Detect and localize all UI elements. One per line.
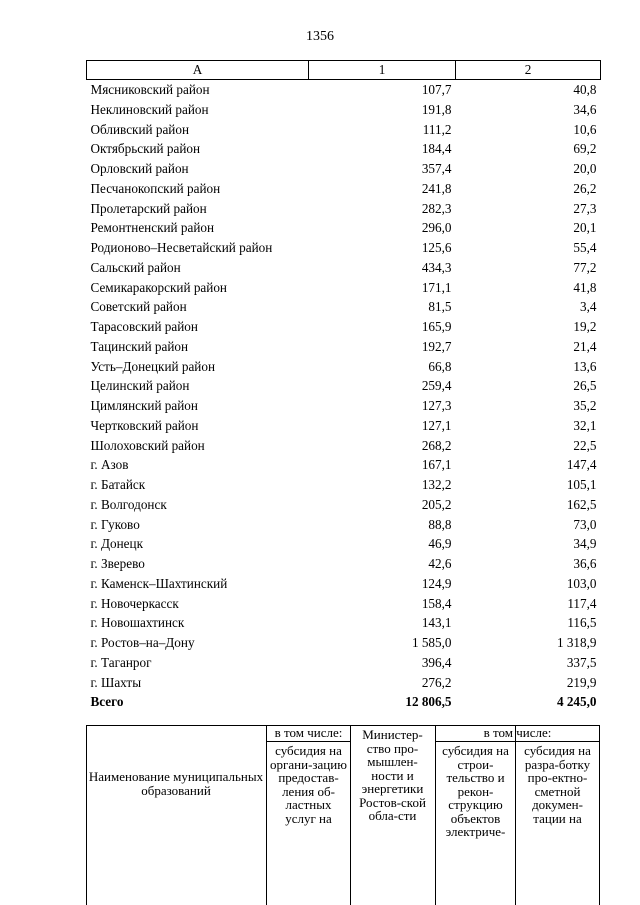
total-label: Всего — [90, 694, 124, 710]
table-row — [87, 495, 601, 515]
table-row — [87, 218, 601, 238]
row-value-1: 357,4 — [421, 161, 452, 176]
row-name: Октябрьский район — [90, 141, 201, 157]
table-row — [87, 376, 601, 396]
total-value-1: 12 806,5 — [405, 694, 452, 710]
row-value-1: 184,4 — [421, 141, 452, 157]
row-value-1: 125,6 — [421, 240, 452, 255]
table-row — [87, 515, 601, 535]
row-value-2: 13,6 — [573, 358, 597, 374]
row-value-2: 36,6 — [573, 556, 597, 571]
row-value-1: 132,2 — [421, 477, 452, 492]
row-value-1: 81,5 — [428, 299, 452, 315]
table-row — [87, 80, 601, 100]
row-name: Песчанокопский район — [90, 180, 221, 196]
row-value-2: 103,0 — [566, 575, 597, 591]
header-border-right — [599, 725, 600, 905]
row-value-1: 191,8 — [421, 101, 452, 117]
row-name: Орловский район — [90, 161, 189, 176]
row-value-2: 34,6 — [573, 101, 597, 117]
table-row — [87, 179, 601, 199]
row-name: г. Азов — [90, 457, 129, 473]
row-name: г. Донецк — [90, 536, 143, 552]
row-value-1: 171,1 — [421, 279, 452, 295]
row-value-2: 219,9 — [566, 674, 597, 690]
row-name: Тарасовский район — [90, 319, 198, 334]
row-value-2: 32,1 — [573, 417, 597, 433]
header-including-right: в том числе: — [483, 725, 552, 740]
row-value-2: 77,2 — [573, 259, 597, 275]
table-row — [87, 416, 601, 436]
row-name: г. Зверево — [90, 556, 145, 571]
row-value-1: 158,4 — [421, 595, 452, 611]
table-row — [87, 317, 601, 337]
row-name: Усть–Донецкий район — [90, 358, 216, 374]
header-border-3 — [435, 725, 436, 905]
header-subsidy-construction: субсидия на строи-тельство и рекон-струкцию объектов электриче- — [442, 743, 509, 839]
row-name: Тацинский район — [90, 338, 189, 354]
row-value-1: 107,7 — [421, 82, 452, 97]
row-name: Семикаракорский район — [90, 279, 227, 295]
header-municipal-names: Наименование муниципальных образований — [88, 769, 264, 798]
table-row — [87, 357, 601, 377]
row-name: Советский район — [90, 299, 187, 315]
row-value-2: 147,4 — [566, 457, 597, 473]
row-value-1: 205,2 — [421, 496, 452, 512]
row-value-1: 46,9 — [428, 536, 452, 552]
row-value-2: 337,5 — [566, 654, 597, 670]
subsidy-table — [86, 60, 601, 712]
row-name: Цимлянский район — [90, 398, 198, 413]
row-name: г. Новошахтинск — [90, 615, 185, 631]
header-line-left — [266, 741, 350, 742]
row-value-2: 116,5 — [567, 615, 597, 631]
column-header-1: 1 — [309, 61, 456, 80]
row-value-2: 21,4 — [573, 338, 597, 354]
table-body — [87, 80, 601, 693]
row-value-1: 167,1 — [421, 457, 452, 473]
table-row — [87, 594, 601, 614]
table-row — [87, 613, 601, 633]
table-row — [87, 455, 601, 475]
row-value-1: 124,9 — [421, 575, 452, 591]
table-row — [87, 673, 601, 693]
total-value-2: 4 245,0 — [556, 694, 597, 710]
table-row — [87, 633, 601, 653]
row-name: г. Батайск — [90, 477, 146, 492]
row-name: Ремонтненский район — [90, 220, 215, 236]
row-name: г. Ростов–на–Дону — [90, 635, 195, 650]
table-row — [87, 100, 601, 120]
row-value-1: 434,3 — [421, 259, 452, 275]
row-value-2: 20,0 — [573, 161, 597, 176]
row-value-2: 69,2 — [573, 141, 597, 157]
row-value-2: 117,4 — [567, 595, 597, 611]
row-value-1: 42,6 — [428, 556, 452, 571]
row-value-2: 162,5 — [566, 496, 597, 512]
row-value-1: 296,0 — [421, 220, 452, 236]
row-name: г. Волгодонск — [90, 496, 167, 512]
row-value-1: 276,2 — [421, 674, 452, 690]
row-value-1: 282,3 — [421, 200, 452, 216]
row-name: Чертковский район — [90, 417, 199, 433]
row-value-1: 143,1 — [421, 615, 452, 631]
table-row — [87, 653, 601, 673]
row-value-2: 10,6 — [573, 121, 597, 137]
next-table-header — [86, 725, 600, 905]
header-border-4 — [515, 725, 516, 905]
table-row — [87, 258, 601, 278]
row-name: Шолоховский район — [90, 437, 205, 453]
table-row — [87, 396, 601, 416]
header-border-2 — [350, 725, 351, 905]
row-value-1: 88,8 — [428, 516, 452, 532]
row-value-2: 26,2 — [573, 180, 597, 196]
row-name: Мясниковский район — [90, 82, 210, 97]
row-name: Обливский район — [90, 121, 190, 137]
header-line-right — [435, 741, 599, 742]
table-row — [87, 159, 601, 179]
header-including-left: в том числе: — [274, 725, 343, 740]
header-subsidy-services: субсидия на органи-зацию предостав-ления об-ластных услуг на — [270, 743, 347, 826]
row-value-2: 73,0 — [573, 516, 597, 532]
table-row — [87, 238, 601, 258]
row-value-2: 26,5 — [573, 378, 597, 394]
row-name: Целинский район — [90, 378, 190, 394]
table-row — [87, 534, 601, 554]
table-row — [87, 278, 601, 298]
row-value-1: 165,9 — [421, 319, 452, 334]
table-row — [87, 139, 601, 159]
row-name: Пролетарский район — [90, 200, 207, 216]
row-value-2: 41,8 — [573, 279, 597, 295]
row-value-2: 1 318,9 — [556, 635, 597, 650]
row-value-2: 20,1 — [573, 220, 597, 236]
row-value-2: 35,2 — [573, 398, 597, 413]
column-header-2: 2 — [456, 61, 601, 80]
row-value-2: 22,5 — [573, 437, 597, 453]
row-name: г. Новочеркасск — [90, 595, 179, 611]
row-value-2: 40,8 — [573, 82, 597, 97]
table-row — [87, 120, 601, 140]
table-row — [87, 199, 601, 219]
row-name: г. Каменск–Шахтинский — [90, 575, 228, 591]
row-value-1: 127,1 — [421, 417, 452, 433]
table-row — [87, 297, 601, 317]
row-value-1: 192,7 — [421, 338, 452, 354]
row-value-2: 3,4 — [580, 299, 597, 315]
row-value-1: 396,4 — [421, 654, 452, 670]
row-name: Родионово–Несветайский район — [90, 240, 273, 255]
row-name: г. Гуково — [90, 516, 140, 532]
row-value-1: 259,4 — [421, 378, 452, 394]
page-number: 1356 — [306, 29, 334, 44]
table-row — [87, 337, 601, 357]
header-ministry: Министер-ство про-мышлен-ности и энергетики Ростов-ской обла-сти — [359, 727, 426, 823]
row-name: г. Шахты — [90, 674, 142, 690]
row-value-1: 241,8 — [421, 180, 452, 196]
header-subsidy-design: субсидия на разра-ботку про-ектно-сметной докумен-тации на — [524, 743, 591, 826]
row-value-1: 268,2 — [421, 437, 452, 453]
row-value-1: 1 585,0 — [411, 635, 452, 650]
header-border-1 — [266, 725, 267, 905]
row-value-2: 55,4 — [573, 240, 597, 255]
table-row — [87, 436, 601, 456]
row-value-2: 27,3 — [573, 200, 597, 216]
row-value-2: 105,1 — [566, 477, 597, 492]
header-border-left — [86, 725, 87, 905]
row-value-1: 111,2 — [422, 121, 452, 137]
row-name: Сальский район — [90, 259, 181, 275]
table-header-row — [87, 61, 601, 80]
row-name: Неклиновский район — [90, 101, 209, 117]
row-value-1: 66,8 — [428, 358, 452, 374]
table-row — [87, 574, 601, 594]
column-header-a: А — [87, 61, 309, 80]
table-row — [87, 554, 601, 574]
table-row — [87, 475, 601, 495]
row-value-2: 19,2 — [573, 319, 597, 334]
row-name: г. Таганрог — [90, 654, 152, 670]
total-row — [87, 692, 601, 712]
row-value-2: 34,9 — [573, 536, 597, 552]
row-value-1: 127,3 — [421, 398, 452, 413]
